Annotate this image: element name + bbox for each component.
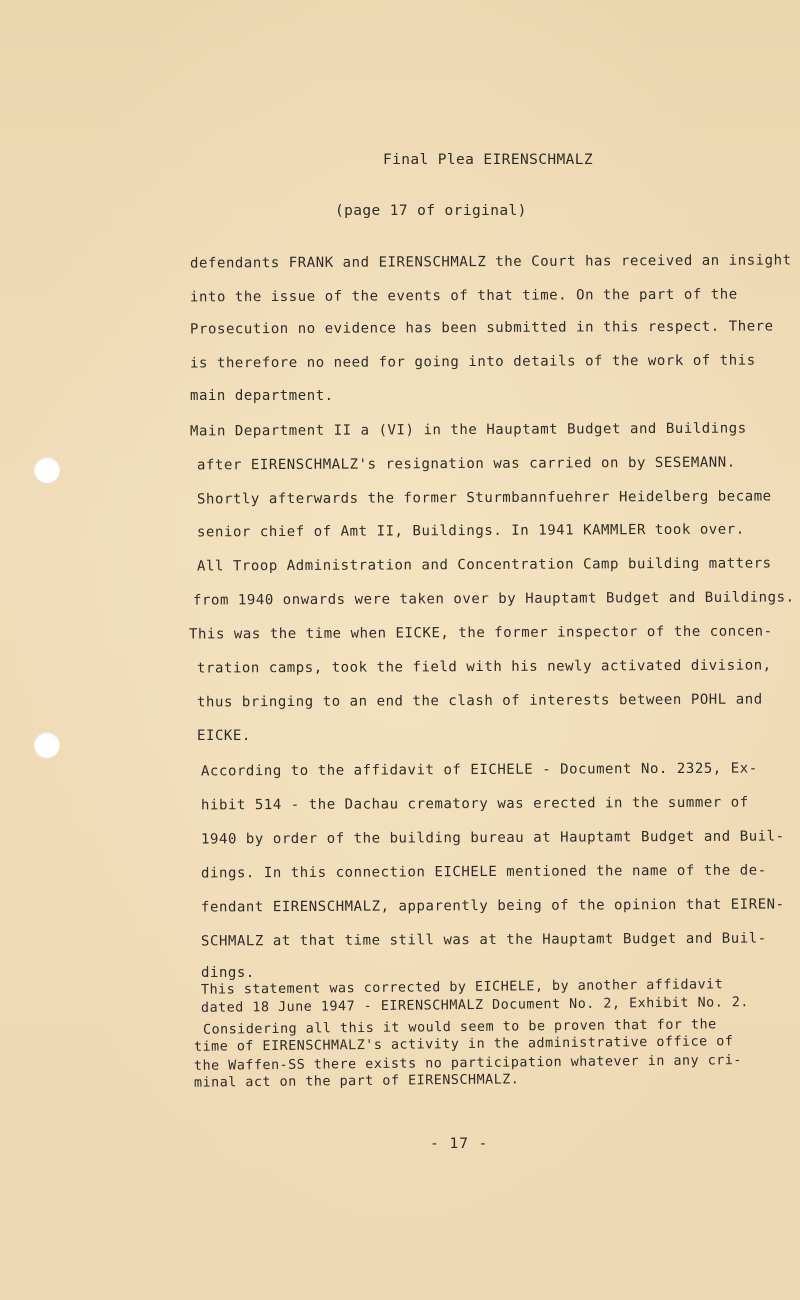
punch-hole xyxy=(34,732,60,758)
text-line: time of EIRENSCHMALZ's activity in the administrative office of xyxy=(193,1034,734,1055)
text-line: Main Department II a (VI) in the Hauptamt Budget and Buildings xyxy=(189,420,747,440)
text-line: EICKE. xyxy=(197,728,251,744)
text-line: This statement was corrected by EICHELE, by another affidavit xyxy=(200,977,724,998)
text-line: from 1940 onwards were taken over by Hauptamt Budget and Buildings. xyxy=(192,589,795,609)
text-line: This was the time when EICKE, the former inspector of the concen- xyxy=(188,623,773,643)
document-title: Final Plea EIRENSCHMALZ xyxy=(383,152,593,168)
text-line: dated 18 June 1947 - EIRENSCHMALZ Document No. 2, Exhibit No. 2. xyxy=(200,995,750,1016)
text-line: dings. In this connection EICHELE mentioned the name of the de- xyxy=(200,862,767,882)
text-line: is therefore no need for going into details of the work of this xyxy=(189,352,756,372)
text-line: All Troop Administration and Concentration Camp building matters xyxy=(196,555,772,575)
document-subtitle: (page 17 of original) xyxy=(335,203,527,219)
text-line: after EIRENSCHMALZ's resignation was carried on by SESEMANN. xyxy=(196,454,736,474)
text-line: Shortly afterwards the former Sturmbannfuehrer Heidelberg became xyxy=(196,488,772,508)
text-line: the Waffen-SS there exists no participation whatever in any cri- xyxy=(193,1053,743,1074)
text-line: According to the affidavit of EICHELE - Document No. 2325, Ex- xyxy=(200,760,758,780)
text-line: Considering all this it would seem to be proven that for the xyxy=(202,1017,717,1038)
text-line: dings. xyxy=(201,965,255,981)
text-line: senior chief of Amt II, Buildings. In 1941 KAMMLER took over. xyxy=(196,521,745,541)
text-line: thus bringing to an end the clash of interests between POHL and xyxy=(196,691,763,711)
punch-hole xyxy=(34,457,60,483)
text-line: into the issue of the events of that time. On the part of the xyxy=(189,286,738,306)
text-line: hibit 514 - the Dachau crematory was erected in the summer of xyxy=(200,794,749,814)
text-line: 1940 by order of the building bureau at Hauptamt Budget and Buil- xyxy=(200,828,785,848)
text-line: fendant EIRENSCHMALZ, apparently being of the opinion that EIREN- xyxy=(200,896,785,916)
text-line: minal act on the part of EIRENSCHMALZ. xyxy=(193,1072,520,1091)
text-line: defendants FRANK and EIRENSCHMALZ the Court has received an insight xyxy=(189,252,792,272)
text-line: tration camps, took the field with his newly activated division, xyxy=(196,657,772,677)
text-line: Prosecution no evidence has been submitted in this respect. There xyxy=(189,318,774,338)
text-line: SCHMALZ at that time still was at the Hauptamt Budget and Buil- xyxy=(200,930,767,950)
page-number: - 17 - xyxy=(430,1136,489,1152)
text-line: main department. xyxy=(190,388,334,404)
